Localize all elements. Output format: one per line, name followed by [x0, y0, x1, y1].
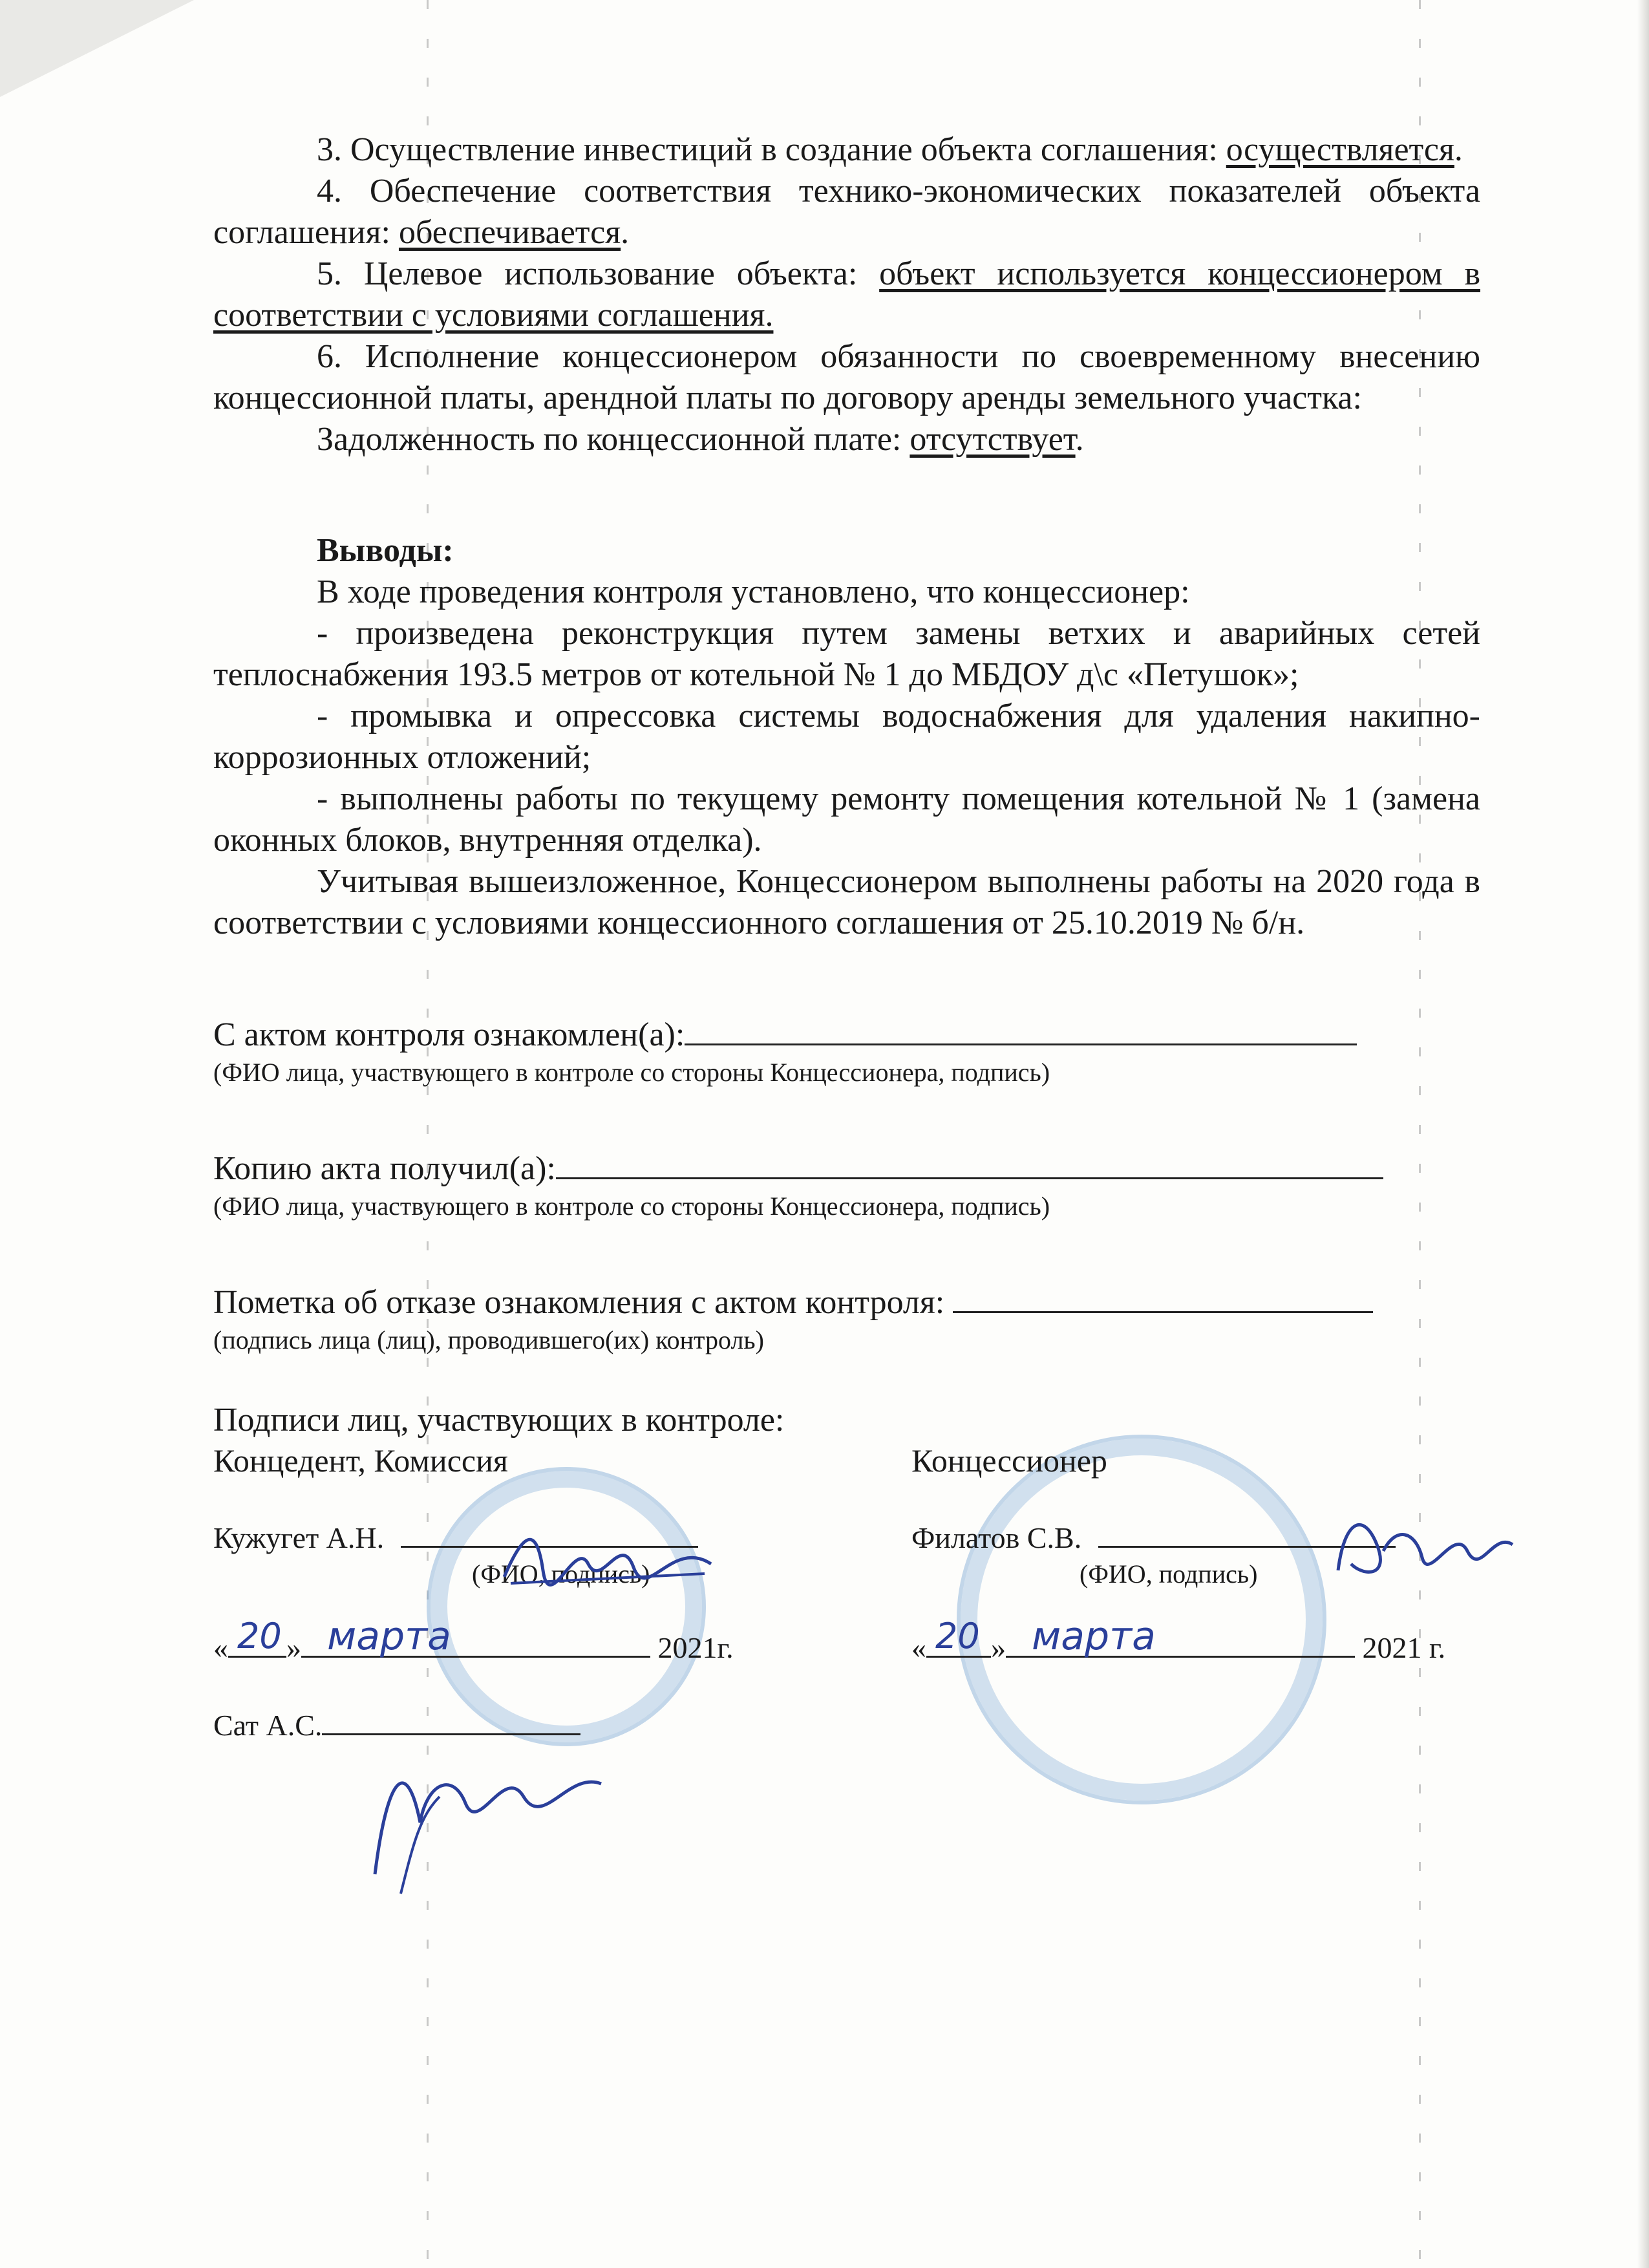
right-handwritten-signature: [1325, 1506, 1519, 1590]
familiarized-line: С актом контроля ознакомлен(а):: [213, 1014, 1480, 1056]
conclusion-item-1: - произведена реконструкция путем замены ветхих и аварийных сетей теплоснабжения 193.5 метров от котельной № 1 до МБДОУ д\с «Петушок»;: [213, 615, 1480, 693]
left-date-row: « 20 » марта 2021г.: [213, 1614, 734, 1664]
item-4-value: обеспечивается: [398, 214, 621, 251]
second-name: Сат А.С.: [213, 1709, 323, 1742]
document-page: [213, 129, 1480, 1842]
scan-corner-shadow: [0, 0, 194, 97]
right-party: Концессионер: [911, 1442, 1107, 1479]
left-month[interactable]: марта: [301, 1626, 650, 1658]
second-handwritten-signature: [362, 1745, 608, 1900]
conclusions-heading: Выводы:: [317, 532, 454, 569]
signatures-area: [213, 1441, 1480, 1842]
conclusion-item-2: - промывка и опрессовка системы водоснабжения для удаления накипно-коррозионных отложений;: [213, 698, 1480, 776]
item-3: 3. Осуществление инвестиций в создание объекта соглашения: осуществляется.: [317, 131, 1463, 168]
refusal-line: Пометка об отказе ознакомления с актом контроля:: [213, 1281, 1480, 1323]
conclusion-item-3: - выполнены работы по текущему ремонту помещения котельной № 1 (замена оконных блоков, внутренняя отделка).: [213, 780, 1480, 859]
signatures-heading: Подписи лиц, участвующих в контроле:: [213, 1402, 785, 1439]
item-5: 5. Целевое использование объекта: объект используется концессионером в соответствии с условиями соглашения.: [213, 255, 1481, 334]
left-day[interactable]: 20: [228, 1626, 286, 1658]
item-6: 6. Исполнение концессионером обязанности по своевременному внесению концессионной платы, арендной платы по договору аренды земельного участка:: [213, 338, 1480, 416]
familiarized-hint: (ФИО лица, участвующего в контроле со стороны Концессионера, подпись): [213, 1058, 1050, 1087]
refusal-blank[interactable]: [953, 1281, 1373, 1313]
item-4: 4. Обеспечение соответствия технико-экономических показателей объекта соглашения: обеспечивается.: [213, 173, 1480, 251]
right-month[interactable]: марта: [1006, 1626, 1355, 1658]
item-5-value: объект используется концессионером в соответствии с условиями соглашения.: [213, 255, 1481, 334]
left-party: Концедент, Комиссия: [213, 1442, 508, 1479]
left-handwritten-signature: [498, 1519, 718, 1596]
right-name: Филатов С.В.: [911, 1521, 1082, 1554]
copy-received-line: Копию акта получил(а):: [213, 1148, 1480, 1190]
copy-received-hint: (ФИО лица, участвующего в контроле со стороны Концессионера, подпись): [213, 1192, 1050, 1221]
item-3-value: осуществляется: [1226, 131, 1454, 168]
scan-edge-shadow: [1637, 0, 1649, 2268]
right-date-row: « 20 » марта 2021 г.: [911, 1614, 1446, 1664]
right-day[interactable]: 20: [926, 1626, 991, 1658]
right-hint: (ФИО, подпись): [1080, 1559, 1258, 1589]
second-signature-blank[interactable]: [322, 1704, 580, 1735]
copy-received-blank[interactable]: [556, 1148, 1383, 1179]
familiarized-blank[interactable]: [685, 1014, 1357, 1045]
debt-line: Задолженность по концессионной плате: отсутствует.: [317, 421, 1084, 458]
conclusions-summary: Учитывая вышеизложенное, Концессионером выполнены работы на 2020 года в соответствии с условиями концессионного соглашения от 25.10.2019 № б/н.: [213, 863, 1480, 941]
debt-value: отсутствует: [910, 421, 1076, 458]
left-hint: (ФИО, подпись): [472, 1559, 650, 1589]
left-name: Кужугет А.Н.: [213, 1521, 385, 1554]
second-name-row: [213, 1704, 734, 1745]
conclusions-intro: В ходе проведения контроля установлено, что концессионер:: [317, 573, 1190, 610]
refusal-hint: (подпись лица (лиц), проводившего(их) контроль): [213, 1325, 764, 1354]
